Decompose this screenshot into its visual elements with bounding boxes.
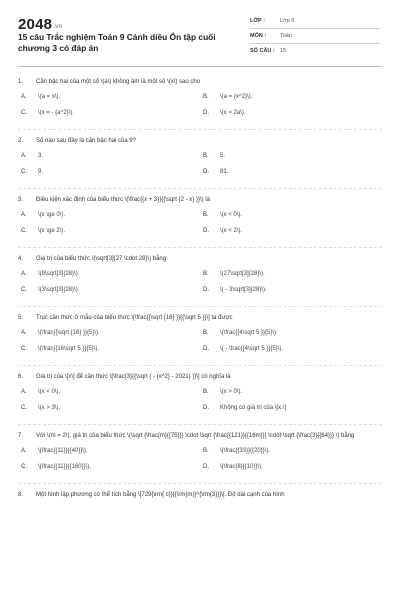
option-text: \(x > 3\). xyxy=(38,405,61,411)
answer-option-a[interactable] xyxy=(18,152,200,161)
question-number: 8. xyxy=(18,492,24,498)
question-7 xyxy=(18,432,382,484)
option-text: 3. xyxy=(38,153,44,159)
question-stem xyxy=(18,137,382,146)
option-text: \( - 3\sqrt[3]{28}\). xyxy=(220,287,267,293)
question-text: Giá trị của biểu thức \(\sqrt[3]{27 \cdot 28}\) bằng xyxy=(36,256,167,262)
option-text: \(a = {x^2}\). xyxy=(220,94,253,100)
info-row-class xyxy=(250,14,380,29)
answer-option-b[interactable] xyxy=(200,270,382,279)
option-letter: C. xyxy=(21,228,27,234)
question-number: 7. xyxy=(18,433,24,439)
option-text: \(27\sqrt[3]{28}\). xyxy=(220,271,265,277)
answer-option-a[interactable] xyxy=(18,270,200,279)
question-text: Một hình lập phương có thể tích bằng \[729{\rm{ c}}{{\rm{m}}^{\rm{3}}}\]. Độ dài cạnh của hình xyxy=(36,492,285,498)
question-stem xyxy=(18,432,382,441)
answer-option-d[interactable] xyxy=(200,168,382,177)
option-text: \(x = 2a\). xyxy=(220,110,246,116)
option-letter: B. xyxy=(203,212,209,218)
option-text: \(3\sqrt[3]{28}\). xyxy=(38,287,80,293)
answer-option-c[interactable] xyxy=(18,463,200,472)
answer-option-c[interactable] xyxy=(18,168,200,177)
answer-option-b[interactable] xyxy=(200,329,382,338)
question-8 xyxy=(18,491,382,500)
question-5 xyxy=(18,314,382,366)
answer-option-a[interactable] xyxy=(18,211,200,220)
option-text: 5. xyxy=(220,153,226,159)
option-text: \(\frac{{\sqrt {16} }}{5}\). xyxy=(38,330,100,336)
question-divider xyxy=(18,306,382,307)
answer-option-a[interactable] xyxy=(18,388,200,397)
option-text: \( - \frac{{4\sqrt 5 }}{5}\). xyxy=(220,346,284,352)
answer-option-d[interactable] xyxy=(200,227,382,236)
option-text: \(a = x\). xyxy=(38,94,61,100)
answer-option-b[interactable] xyxy=(200,152,382,161)
option-letter: A. xyxy=(21,389,27,395)
option-letter: C. xyxy=(21,346,27,352)
option-letter: B. xyxy=(203,389,209,395)
option-text: \(x < 0\). xyxy=(38,389,61,395)
site-logo[interactable]: 2048.vn xyxy=(18,16,63,33)
answer-option-c[interactable] xyxy=(18,286,200,295)
answer-option-d[interactable] xyxy=(200,463,382,472)
question-1 xyxy=(18,78,382,130)
answer-option-a[interactable] xyxy=(18,93,200,102)
option-text: \(x < 0\). xyxy=(220,212,243,218)
option-text: 81. xyxy=(220,169,229,175)
question-divider xyxy=(18,483,382,484)
option-letter: B. xyxy=(203,271,209,277)
option-letter: C. xyxy=(21,464,27,470)
question-3 xyxy=(18,196,382,248)
option-letter: C. xyxy=(21,287,27,293)
answer-option-c[interactable] xyxy=(18,404,200,413)
option-text: \(\frac{{11}}{{40}}\). xyxy=(38,448,88,454)
answer-option-c[interactable] xyxy=(18,345,200,354)
info-row-count xyxy=(250,44,380,58)
answer-option-b[interactable] xyxy=(200,447,382,456)
question-stem xyxy=(18,255,382,264)
answer-options xyxy=(18,93,382,125)
option-letter: B. xyxy=(203,94,209,100)
option-text: \(x < 2\). xyxy=(220,228,243,234)
question-stem xyxy=(18,196,382,205)
question-divider xyxy=(18,129,382,130)
question-6 xyxy=(18,373,382,425)
answer-options xyxy=(18,388,382,420)
option-letter: D. xyxy=(203,110,209,116)
option-letter: D. xyxy=(203,346,209,352)
answer-option-b[interactable] xyxy=(200,211,382,220)
option-text: \(\frac{{33}}{{20}}\). xyxy=(220,448,271,454)
question-stem xyxy=(18,314,382,323)
question-number: 1. xyxy=(18,79,24,85)
option-letter: A. xyxy=(21,94,27,100)
option-letter: D. xyxy=(203,287,209,293)
question-number: 6. xyxy=(18,374,24,380)
option-letter: A. xyxy=(21,212,27,218)
question-number: 2. xyxy=(18,138,24,144)
answer-options xyxy=(18,329,382,361)
answer-option-b[interactable] xyxy=(200,388,382,397)
option-text: \(x \ge 0\). xyxy=(38,212,66,218)
info-label: MÔN : xyxy=(250,33,267,39)
question-divider xyxy=(18,188,382,189)
question-list xyxy=(18,78,382,500)
option-text: \(\frac{{16\sqrt 5 }}{5}\). xyxy=(38,346,100,352)
answer-option-c[interactable] xyxy=(18,109,200,118)
info-label: LỚP : xyxy=(250,18,265,24)
answer-option-d[interactable] xyxy=(200,404,382,413)
answer-option-b[interactable] xyxy=(200,93,382,102)
answer-options xyxy=(18,211,382,243)
question-text: Với \(m = 2\), giá trị của biểu thức \(\sqrt {\frac{m}{{75}}} \cdot \sqrt {\frac{{121}}{{16m}}} \cdot \sqrt {\frac{3}{{64}}} \) bằng xyxy=(36,433,355,439)
option-text: \(x > 0\). xyxy=(220,389,243,395)
question-number: 5. xyxy=(18,315,24,321)
question-text: Giá trị của \[x\] để căn thức \[\frac{3}{{\sqrt { - {x^2} - 2021} }}\] có nghĩa là xyxy=(36,374,231,380)
question-4 xyxy=(18,255,382,307)
option-letter: A. xyxy=(21,271,27,277)
question-2 xyxy=(18,137,382,189)
question-text: Trục căn thức ở mẫu của biểu thức \[\frac{{\sqrt {16} }}{{\sqrt 5 }}\] ta được xyxy=(36,315,233,321)
question-number: 3. xyxy=(18,197,24,203)
question-number: 4. xyxy=(18,256,24,262)
answer-option-c[interactable] xyxy=(18,227,200,236)
option-letter: B. xyxy=(203,330,209,336)
answer-option-d[interactable] xyxy=(200,345,382,354)
option-text: \(\frac{{11}}{{160}}\). xyxy=(38,464,91,470)
question-divider xyxy=(18,247,382,248)
option-letter: A. xyxy=(21,153,27,159)
option-text: Không có giá trị của \[x.\] xyxy=(220,405,287,411)
option-letter: D. xyxy=(203,228,209,234)
option-letter: A. xyxy=(21,330,27,336)
option-text: \(\frac{{4\sqrt 5 }}{5}\). xyxy=(220,330,278,336)
question-text: Căn bậc hai của một số \(a\) không âm là một số \(x\) sao cho xyxy=(36,79,201,85)
option-letter: A. xyxy=(21,448,27,454)
option-text: \(x \ge 2\). xyxy=(38,228,66,234)
question-text: Số nào sau đây là căn bậc hai của 9? xyxy=(36,138,137,144)
info-value: Lớp 9 xyxy=(280,18,295,24)
option-letter: D. xyxy=(203,405,209,411)
option-text: \(\frac{8}{{10}}\). xyxy=(220,464,263,470)
option-text: \(9\sqrt[3]{28}\). xyxy=(38,271,80,277)
option-text: 9. xyxy=(38,169,44,175)
info-value: Toán xyxy=(280,33,292,39)
answer-options xyxy=(18,447,382,479)
question-stem xyxy=(18,78,382,87)
option-letter: C. xyxy=(21,405,27,411)
question-stem xyxy=(18,373,382,382)
answer-option-d[interactable] xyxy=(200,109,382,118)
answer-option-a[interactable] xyxy=(18,329,200,338)
question-text: Điều kiện xác định của biểu thức \(\frac{{x + 3}}{{\sqrt {2 - x} }}\) là xyxy=(36,197,210,203)
option-letter: B. xyxy=(203,153,209,159)
option-letter: C. xyxy=(21,169,27,175)
info-value: 15 xyxy=(280,48,287,54)
document-title: 15 câu Trắc nghiệm Toán 9 Cánh diều Ôn tập cuối chương 3 có đáp án xyxy=(18,32,216,53)
question-stem xyxy=(18,491,382,500)
question-divider xyxy=(18,365,382,366)
question-divider xyxy=(18,424,382,425)
option-letter: C. xyxy=(21,110,27,116)
answer-options xyxy=(18,270,382,302)
answer-option-a[interactable] xyxy=(18,447,200,456)
header-divider xyxy=(18,66,382,67)
option-text: \(x = - {a^2}\). xyxy=(38,110,74,116)
option-letter: D. xyxy=(203,464,209,470)
info-row-subject xyxy=(250,29,380,44)
option-letter: D. xyxy=(203,169,209,175)
info-label: SỐ CÂU : xyxy=(250,48,275,54)
info-table xyxy=(250,14,380,58)
answer-option-d[interactable] xyxy=(200,286,382,295)
option-letter: B. xyxy=(203,448,209,454)
answer-options xyxy=(18,152,382,184)
